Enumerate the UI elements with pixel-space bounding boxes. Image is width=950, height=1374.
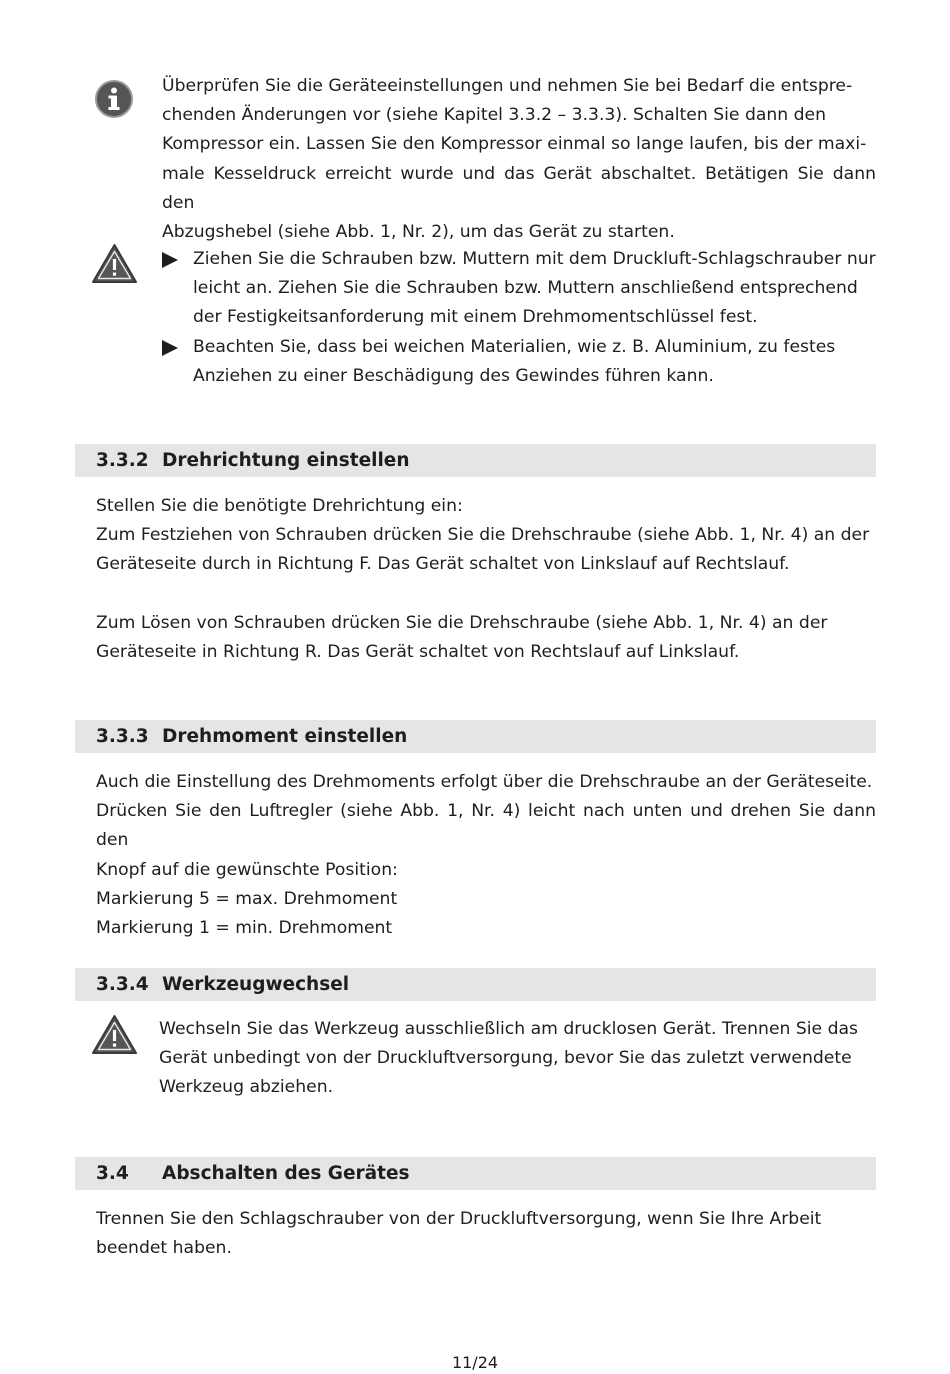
- body-line: Auch die Einstellung des Drehmoments erfolgt über die Drehschraube an der Geräteseite.: [96, 772, 873, 792]
- section-body-3-4: [96, 1205, 876, 1263]
- info-note-line: male Kesseldruck erreicht wurde und das Gerät abschaltet. Betätigen Sie dann den: [162, 163, 876, 213]
- section-title: Drehrichtung einstellen: [162, 450, 410, 471]
- bullet-line: leicht an. Ziehen Sie die Schrauben bzw. Muttern anschließend entsprechend: [193, 278, 858, 299]
- info-icon: [94, 79, 134, 119]
- body-line: Werkzeug abziehen.: [159, 1077, 334, 1098]
- blank-line: [96, 580, 876, 609]
- info-note: [162, 72, 876, 247]
- section-body-3-3-4: [159, 1015, 876, 1103]
- section-number: 3.4: [96, 1163, 129, 1184]
- bullet-line: der Festigkeitsanforderung mit einem Drehmomentschlüssel fest.: [193, 307, 758, 328]
- body-line: Zum Festziehen von Schrauben drücken Sie die Drehschraube (siehe Abb. 1, Nr. 4) an der: [96, 525, 870, 546]
- bullet-line: Anziehen zu einer Beschädigung des Gewindes führen kann.: [193, 365, 714, 386]
- body-line: Geräteseite durch in Richtung F. Das Gerät schaltet von Linkslauf auf Rechtslauf.: [96, 554, 790, 575]
- warning-bullets: [162, 245, 876, 391]
- body-line: Markierung 1 = min. Drehmoment: [96, 918, 393, 939]
- body-line: Markierung 5 = max. Drehmoment: [96, 888, 398, 909]
- section-body-3-3-2: [96, 492, 876, 667]
- bullet-triangle-icon: [162, 340, 178, 356]
- body-line: Stellen Sie die benötigte Drehrichtung ein:: [96, 496, 463, 516]
- body-line: Zum Lösen von Schrauben drücken Sie die Drehschraube (siehe Abb. 1, Nr. 4) an der: [96, 612, 828, 633]
- bullet-triangle-icon: [162, 252, 178, 268]
- section-heading-3-3-3: [75, 720, 876, 753]
- bullet-item: [162, 333, 876, 391]
- warning-icon: [91, 243, 138, 284]
- section-number: 3.3.2: [96, 450, 149, 471]
- section-title: Werkzeugwechsel: [162, 974, 350, 995]
- section-body-3-3-3: [96, 768, 876, 943]
- bullet-item: [162, 245, 876, 333]
- section-title: Drehmoment einstellen: [162, 726, 408, 747]
- warning-icon: [91, 1014, 138, 1055]
- body-line: Trennen Sie den Schlagschrauber von der Druckluftversorgung, wenn Sie Ihre Arbeit: [96, 1209, 822, 1229]
- body-line: beendet haben.: [96, 1238, 232, 1259]
- body-line: Geräteseite in Richtung R. Das Gerät schaltet von Rechtslauf auf Linkslauf.: [96, 642, 740, 662]
- body-line: Knopf auf die gewünschte Position:: [96, 859, 398, 880]
- bullet-line: Ziehen Sie die Schrauben bzw. Muttern mit dem Druckluft-Schlagschrauber nur: [193, 249, 876, 269]
- body-line: Drücken Sie den Luftregler (siehe Abb. 1, Nr. 4) leicht nach unten und drehen Sie dann den: [96, 801, 876, 851]
- body-line: Wechseln Sie das Werkzeug ausschließlich am drucklosen Gerät. Trennen Sie das: [159, 1019, 858, 1039]
- info-note-line: Abzugshebel (siehe Abb. 1, Nr. 2), um das Gerät zu starten.: [162, 222, 675, 243]
- section-number: 3.3.4: [96, 974, 149, 995]
- section-number: 3.3.3: [96, 726, 149, 747]
- info-note-line: Kompressor ein. Lassen Sie den Kompressor einmal so lange laufen, bis der maxi-: [162, 134, 867, 155]
- info-note-line: Überprüfen Sie die Geräteeinstellungen und nehmen Sie bei Bedarf die entspre-: [162, 76, 853, 96]
- body-line: Gerät unbedingt von der Druckluftversorgung, bevor Sie das zuletzt verwendete: [159, 1048, 852, 1069]
- page-number: 11/24: [451, 1353, 499, 1372]
- bullet-line: Beachten Sie, dass bei weichen Materialien, wie z. B. Aluminium, zu festes: [193, 336, 836, 357]
- section-heading-3-3-2: [75, 444, 876, 477]
- section-heading-3-4: [75, 1157, 876, 1190]
- section-heading-3-3-4: [75, 968, 876, 1001]
- section-title: Abschalten des Gerätes: [162, 1163, 410, 1184]
- info-note-line: chenden Änderungen vor (siehe Kapitel 3.3.2 – 3.3.3). Schalten Sie dann den: [162, 105, 827, 126]
